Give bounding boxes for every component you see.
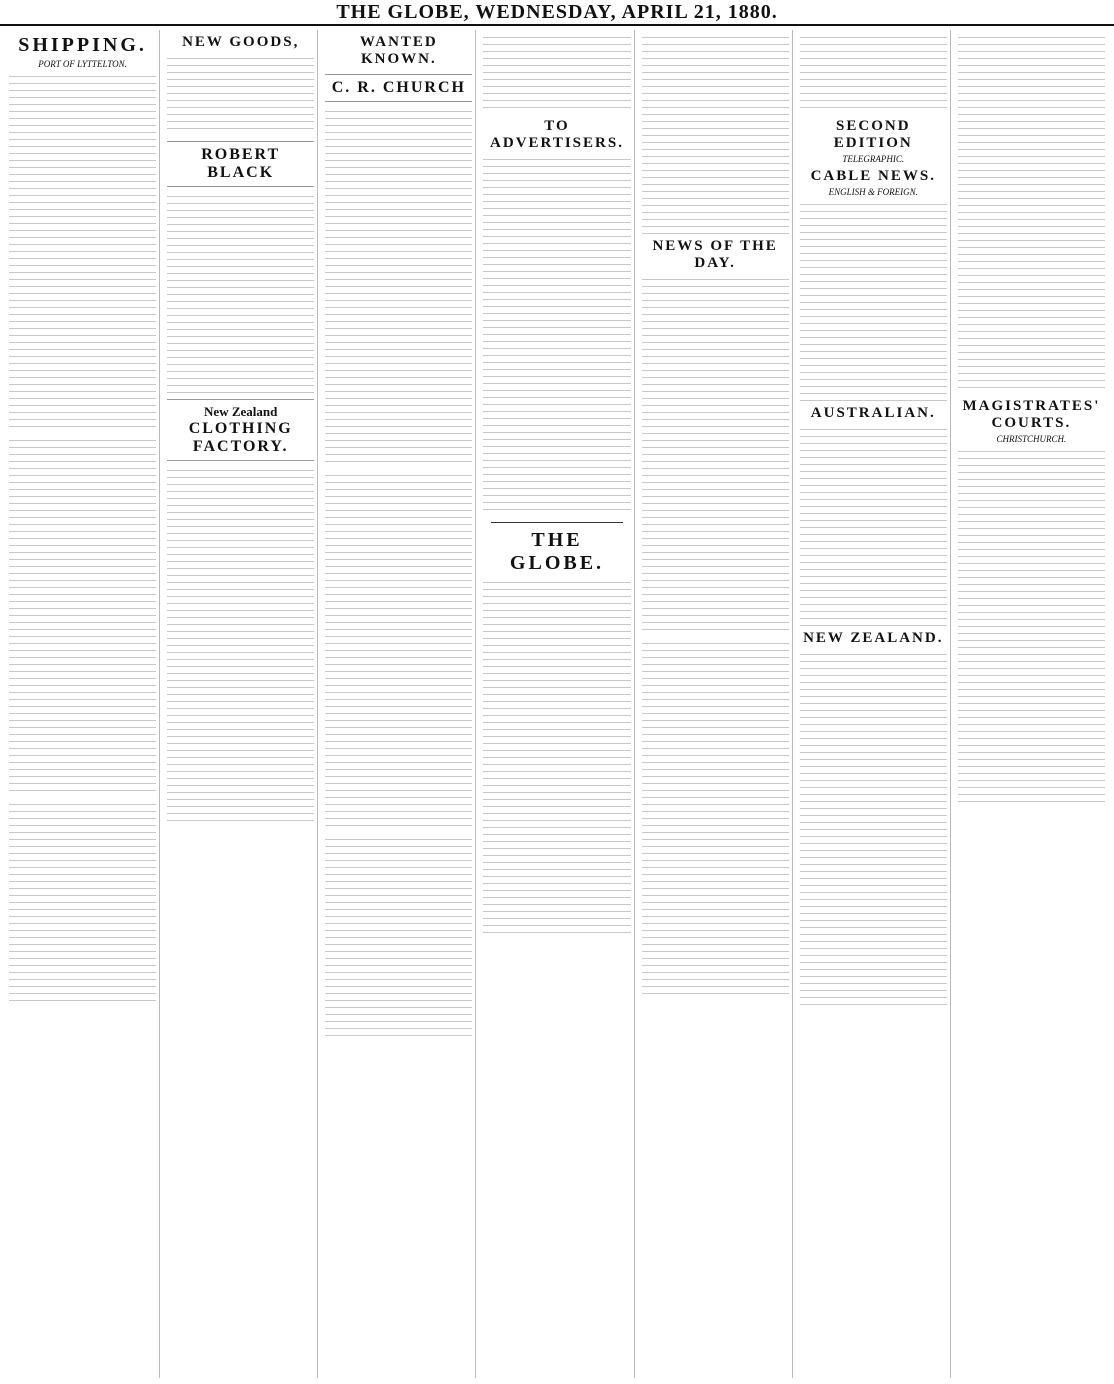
nz-text [800, 651, 947, 1011]
courts-text [958, 448, 1105, 808]
new-zealand-heading: NEW ZEALAND. [803, 630, 944, 646]
shipping-heading: SHIPPING. [18, 34, 147, 56]
advertisers-text [483, 156, 630, 516]
news-text-2 [642, 640, 789, 1000]
leader-text [483, 579, 630, 939]
column-telegraphic [797, 30, 951, 1378]
robert-black-name: ROBERT BLACK [201, 146, 281, 181]
ad-text-2 [167, 193, 314, 393]
column-shipping [6, 30, 160, 1378]
telegraphic-subheading: TELEGRAPHIC. [842, 154, 905, 164]
cable-news-heading: CABLE NEWS. [810, 168, 936, 184]
newspaper-columns [6, 30, 1108, 1378]
shipping-text-3 [9, 801, 156, 1001]
masthead: THE GLOBE, WEDNESDAY, APRIL 21, 1880. [0, 0, 1114, 26]
shipping-text-2 [9, 437, 156, 797]
church-name: C. R. CHURCH [331, 79, 466, 96]
clothing-factory-ad [167, 399, 314, 461]
rule [491, 522, 622, 523]
lodge-text [958, 34, 1105, 394]
shipping-text [9, 73, 156, 433]
wanted-text-3 [325, 836, 472, 1036]
courts-heading: MAGISTRATES' COURTS. [962, 398, 1101, 431]
wanted-text [325, 108, 472, 468]
column-advertisers [480, 30, 634, 1378]
christchurch-subheading: CHRISTCHURCH. [996, 434, 1067, 444]
news-text [642, 276, 789, 636]
column-ads [164, 30, 318, 1378]
wanted-text-2 [325, 472, 472, 832]
new-goods-heading: NEW GOODS, [182, 34, 300, 50]
church-ad [325, 74, 472, 102]
column-courts [955, 30, 1108, 1378]
ad-line-2: CLOTHING FACTORY. [188, 420, 293, 455]
column-wanted [322, 30, 476, 1378]
cable-text [800, 201, 947, 401]
advertisers-heading: TO ADVERTISERS. [490, 118, 624, 151]
news-text-top [642, 34, 789, 234]
english-foreign-subheading: ENGLISH & FOREIGN. [828, 187, 918, 197]
column-news [639, 30, 793, 1378]
theatre-text [483, 34, 630, 114]
news-heading: NEWS OF THE DAY. [652, 238, 778, 271]
port-subheading: PORT OF LYTTELTON. [38, 59, 127, 69]
australian-heading: AUSTRALIAN. [810, 405, 936, 421]
local-text [800, 34, 947, 114]
ad-line: New Zealand [204, 404, 278, 419]
robert-black-ad [167, 141, 314, 187]
australian-text [800, 426, 947, 626]
globe-title: THE GLOBE. [509, 529, 605, 574]
ad-text-3 [167, 467, 314, 827]
ad-text [167, 55, 314, 135]
wanted-heading: WANTED KNOWN. [359, 34, 438, 67]
second-edition-heading: SECOND EDITION [833, 118, 913, 151]
